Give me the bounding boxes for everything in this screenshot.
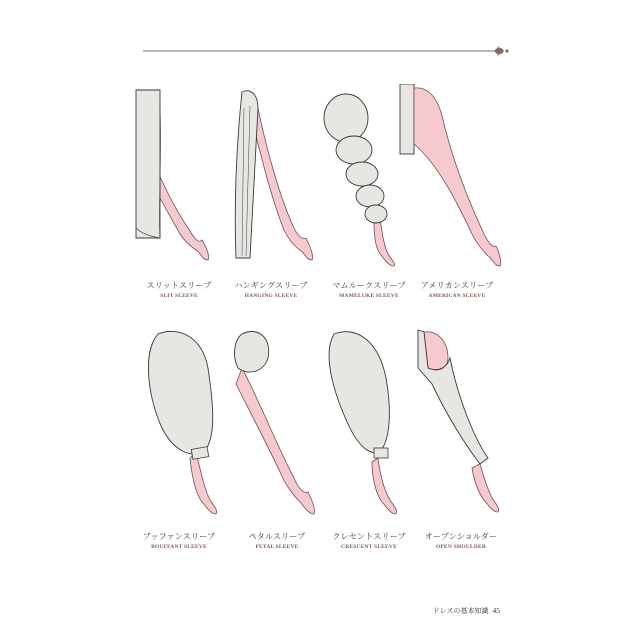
caption-en: OPEN SHOULDER — [435, 544, 487, 550]
caption-open-shoulder — [406, 531, 516, 550]
page-footer — [433, 606, 500, 616]
caption-american-sleeve — [402, 280, 512, 299]
decorative-rule — [0, 0, 640, 70]
caption-en: PETAL SLEEVE — [255, 544, 299, 550]
caption-en: AMERICAN SLEEVE — [428, 293, 486, 299]
american-sleeve-illustration — [398, 84, 508, 268]
caption-en: BOUFFANT SLEEVE — [151, 544, 207, 550]
page-number: 45 — [492, 606, 500, 615]
caption-jp: ハンギングスリーブ — [234, 281, 308, 290]
caption-hanging-sleeve — [216, 280, 326, 299]
petal-sleeve-illustration — [228, 328, 328, 518]
caption-jp: オープンショルダー — [424, 532, 498, 541]
caption-bouffant-sleeve — [124, 531, 234, 550]
caption-en: HANGING SLEEVE — [244, 293, 298, 299]
caption-en: MAMELUKE SLEEVE — [339, 293, 399, 299]
caption-en: CRESCENT SLEEVE — [341, 544, 397, 550]
hanging-sleeve-illustration — [228, 88, 328, 268]
caption-jp: ブッファンスリーブ — [142, 532, 216, 541]
bouffant-sleeve-illustration — [138, 328, 238, 518]
slit-sleeve-illustration — [128, 88, 228, 268]
section-title: ドレスの基本知識 — [432, 607, 489, 615]
caption-jp: クレセントスリーブ — [332, 532, 406, 541]
open-shoulder-illustration — [408, 328, 508, 518]
caption-jp: マムルークスリーブ — [332, 281, 406, 290]
caption-jp: ペタルスリーブ — [248, 532, 306, 541]
crescent-sleeve-illustration — [318, 328, 418, 518]
caption-jp: スリットスリーブ — [146, 281, 212, 290]
caption-en: SLIT SLEEVE — [160, 293, 198, 299]
caption-jp: アメリカンスリーブ — [420, 281, 494, 290]
